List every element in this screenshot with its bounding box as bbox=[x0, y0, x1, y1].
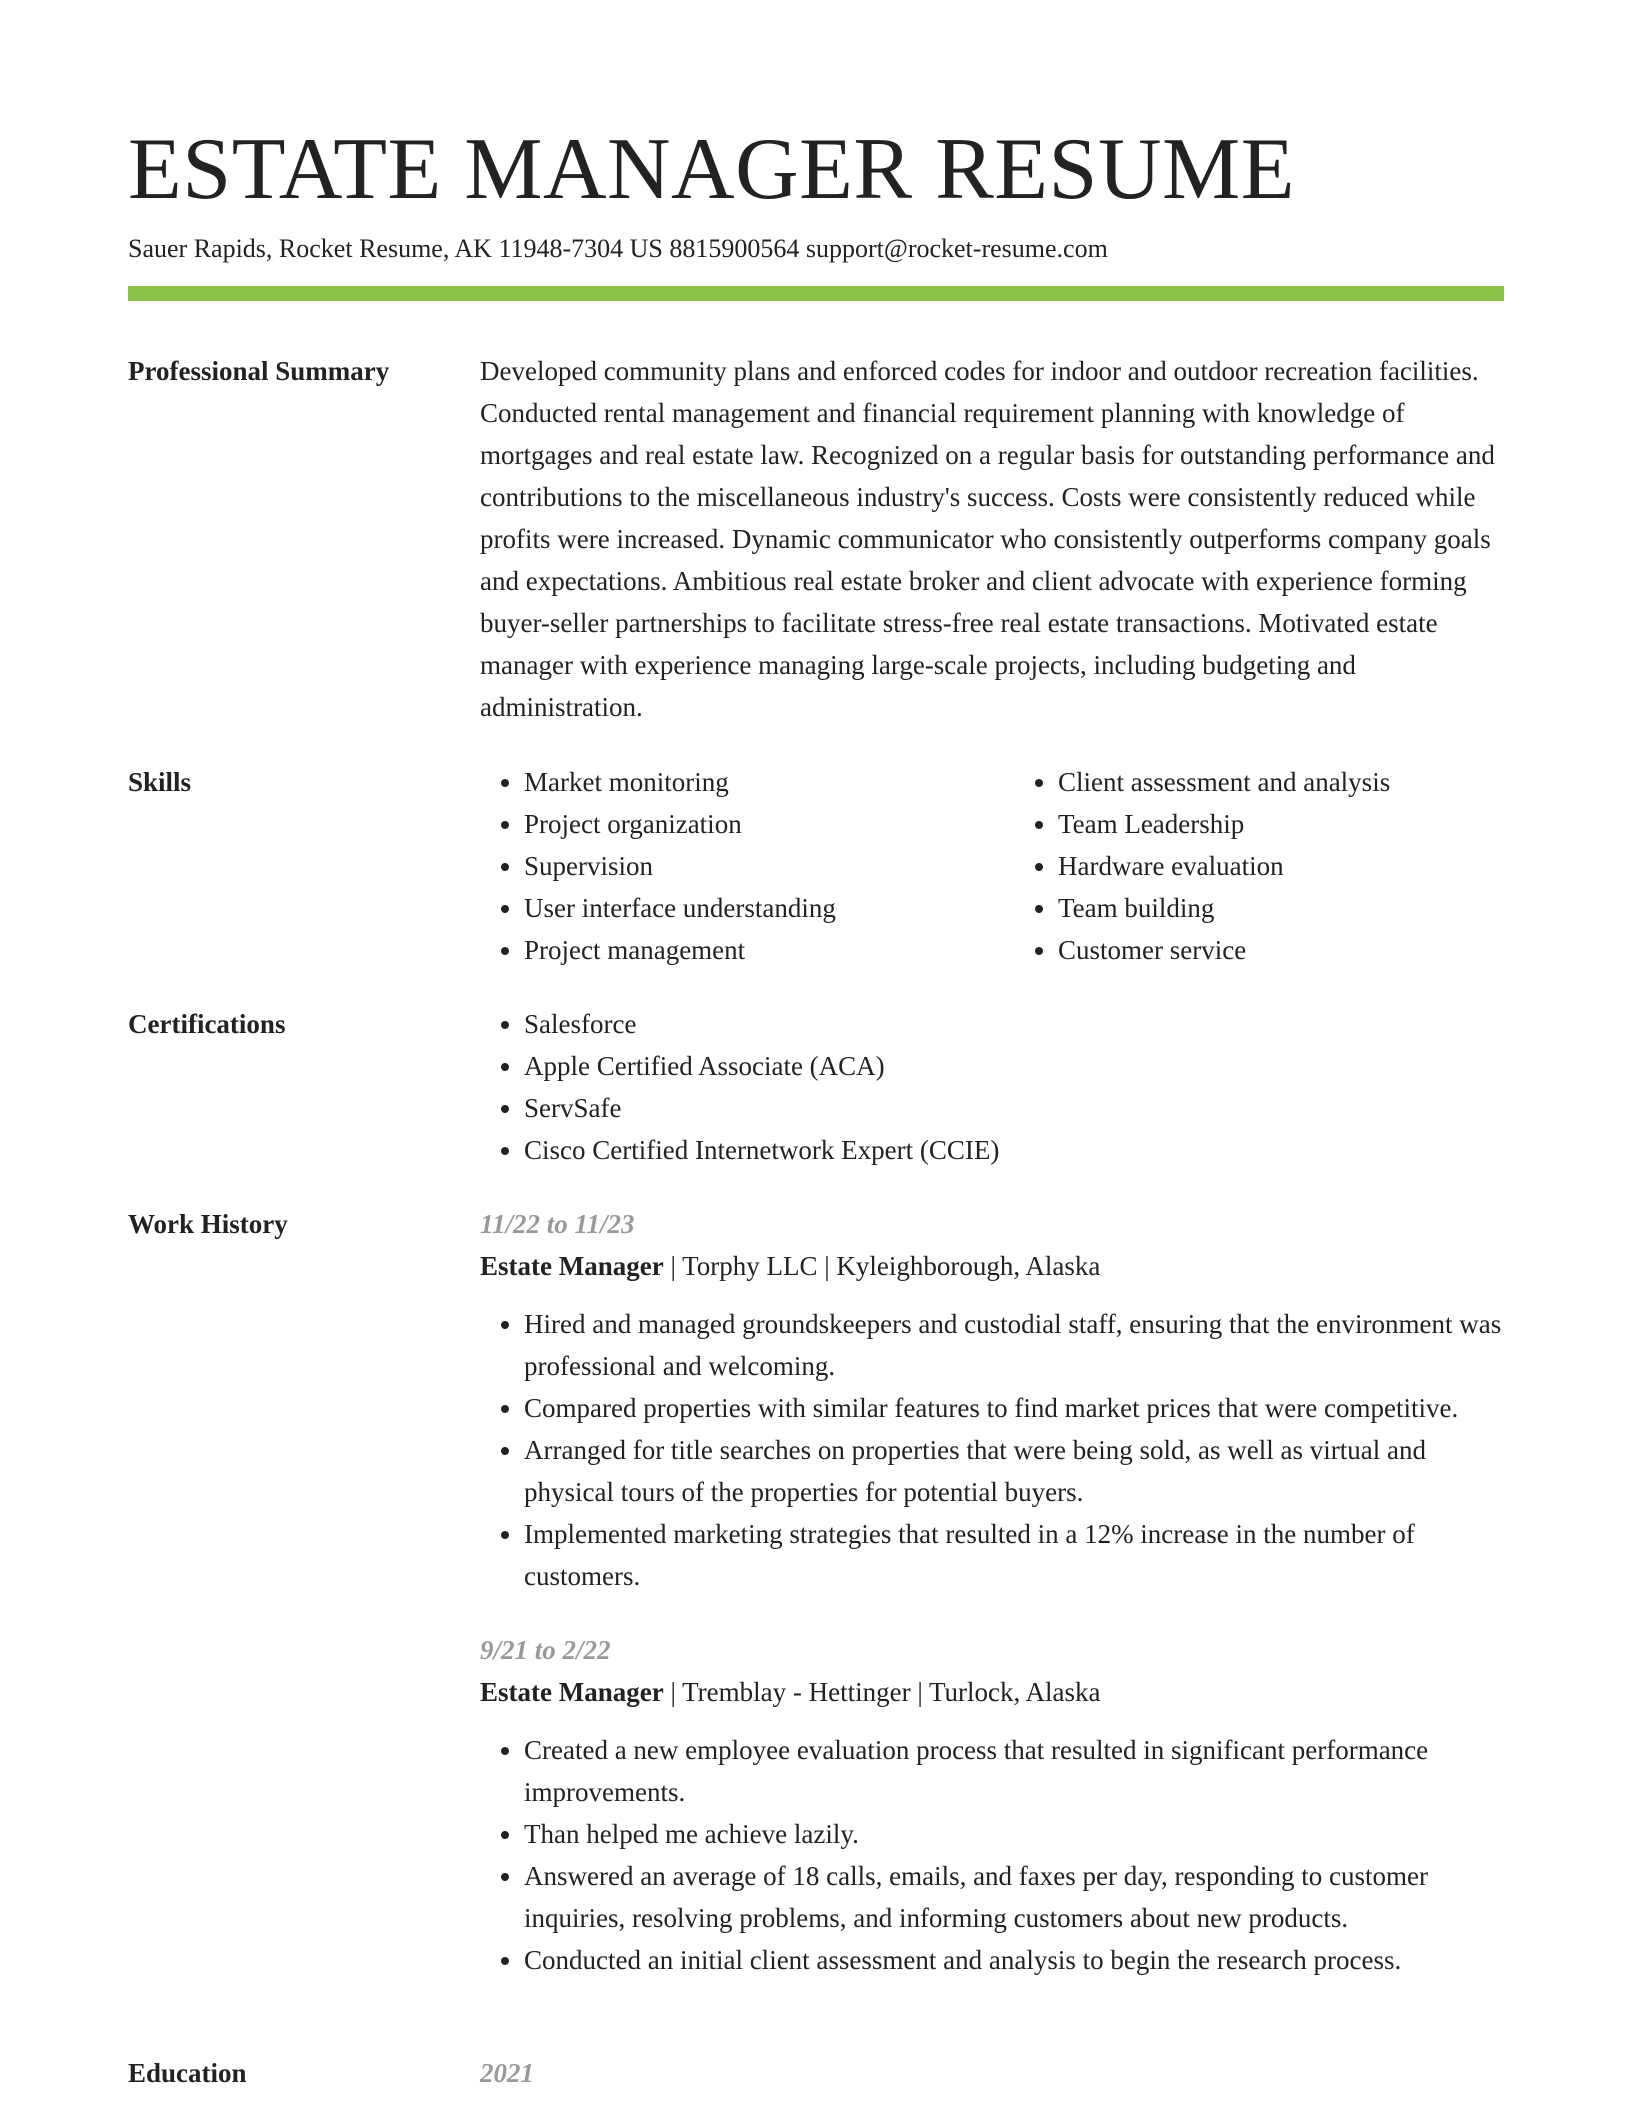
resume-header bbox=[128, 118, 1504, 266]
job-role-line bbox=[480, 1671, 1504, 1713]
skills-list-right bbox=[1014, 761, 1504, 971]
skill-item: • Client assessment and analysis bbox=[1058, 761, 1504, 803]
summary-content bbox=[480, 350, 1504, 728]
skill-item: • Supervision bbox=[524, 845, 970, 887]
certification-item: • ServSafe bbox=[524, 1087, 1504, 1129]
job-bullet: • Arranged for title searches on properties that were being sold, as well as virtual and physical tours of the properties for potential buyers. bbox=[524, 1429, 1504, 1513]
skill-item: • Project management bbox=[524, 929, 970, 971]
certification-item: • Cisco Certified Internetwork Expert (CCIE) bbox=[524, 1129, 1504, 1171]
job-bullet: • Compared properties with similar features to find market prices that were competitive. bbox=[524, 1387, 1504, 1429]
skill-item: • Team building bbox=[1058, 887, 1504, 929]
header-divider bbox=[128, 286, 1504, 301]
job-role-line bbox=[480, 1245, 1504, 1287]
job-title: Estate Manager bbox=[480, 1251, 664, 1281]
resume-title: ESTATE MANAGER RESUME bbox=[128, 121, 1296, 218]
job-bullet: • Than helped me achieve lazily. bbox=[524, 1813, 1504, 1855]
skill-item: • User interface understanding bbox=[524, 887, 970, 929]
section-label-work-history: Work History bbox=[128, 1209, 288, 1239]
job-dates: 11/22 to 11/23 bbox=[480, 1209, 635, 1239]
skill-item: • Market monitoring bbox=[524, 761, 970, 803]
job-bullet: • Created a new employee evaluation process that resulted in significant performance improvements. bbox=[524, 1729, 1504, 1813]
certifications-list bbox=[480, 1003, 1504, 1171]
job-bullet: • Hired and managed groundskeepers and custodial staff, ensuring that the environment was professional and welcoming. bbox=[524, 1303, 1504, 1387]
job-bullets bbox=[480, 1729, 1504, 1981]
job-bullet: • Conducted an initial client assessment and analysis to begin the research process. bbox=[524, 1939, 1504, 1981]
certification-item: • Salesforce bbox=[524, 1003, 1504, 1045]
job-employer-location: | Tremblay - Hettinger | Turlock, Alaska bbox=[663, 1677, 1101, 1707]
skill-item: • Project organization bbox=[524, 803, 970, 845]
section-label-summary: Professional Summary bbox=[128, 356, 390, 386]
skill-item: • Customer service bbox=[1058, 929, 1504, 971]
job-employer-location: | Torphy LLC | Kyleighborough, Alaska bbox=[663, 1251, 1101, 1281]
education-year: 2021 bbox=[480, 2058, 534, 2088]
job-dates: 9/21 to 2/22 bbox=[480, 1635, 611, 1665]
certification-item: • Apple Certified Associate (ACA) bbox=[524, 1045, 1504, 1087]
contact-line: Sauer Rapids, Rocket Resume, AK 11948-7304 US 8815900564 support@rocket-resume.com bbox=[128, 234, 1108, 263]
section-label-education: Education bbox=[128, 2058, 247, 2088]
job-bullets bbox=[480, 1303, 1504, 1597]
section-label-skills: Skills bbox=[128, 767, 192, 797]
job-entry bbox=[480, 1203, 1504, 1597]
education-content bbox=[480, 2052, 1504, 2094]
skills-list-left bbox=[480, 761, 970, 971]
job-bullet: • Implemented marketing strategies that resulted in a 12% increase in the number of customers. bbox=[524, 1513, 1504, 1597]
summary-text: Developed community plans and enforced codes for indoor and outdoor recreation facilities. Conducted rental management and financial requirement planning with knowledge of mortgages and real estate law. Recognized on a regular basis for outstanding performance and contributions to the miscellaneous industry's success. Costs were consistently reduced while profits were increased. Dynamic communicator who consistently outperforms company goals and expectations. Ambitious real estate broker and client advocate with experience forming buyer-seller partnerships to facilitate stress-free real estate transactions. Motivated estate manager with experience managing large-scale projects, including budgeting and administration. bbox=[480, 356, 1495, 722]
work-history-content bbox=[480, 1203, 1504, 1981]
certifications-content bbox=[480, 1003, 1504, 1171]
section-label-certifications: Certifications bbox=[128, 1009, 286, 1039]
job-bullet: • Answered an average of 18 calls, emails, and faxes per day, responding to customer inquiries, resolving problems, and informing customers about new products. bbox=[524, 1855, 1504, 1939]
skill-item: • Team Leadership bbox=[1058, 803, 1504, 845]
job-title: Estate Manager bbox=[480, 1677, 664, 1707]
skill-item: • Hardware evaluation bbox=[1058, 845, 1504, 887]
skills-grid bbox=[480, 761, 1504, 971]
job-entry bbox=[480, 1629, 1504, 1981]
